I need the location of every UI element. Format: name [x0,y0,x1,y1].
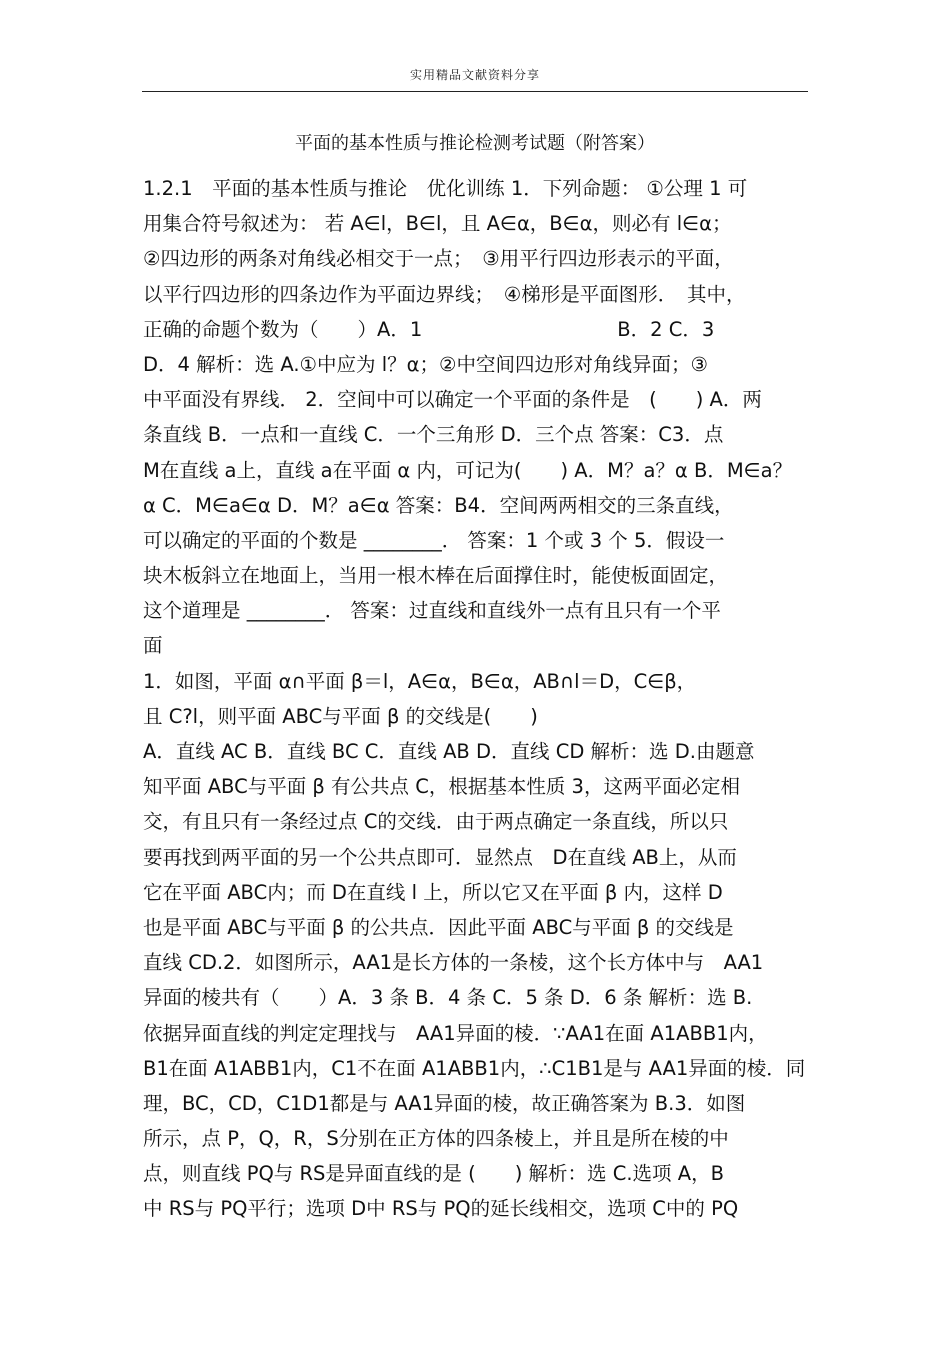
body-line: 以平行四边形的四条边作为平面边界线； ④梯形是平面图形． 其中， [143,282,746,306]
body-line: 面 [143,634,163,658]
body-line: 知平面 ABC与平面 β 有公共点 C，根据基本性质 3，这两平面必定相 [143,775,740,799]
body-line: M在直线 a上，直线 a在平面 α 内，可记为( ) A．M？a？α B．M∈a？ [143,458,793,482]
body-line: 中 RS与 PQ平行；选项 D中 RS与 PQ的延长线相交，选项 C中的 PQ [143,1197,739,1221]
body-line: 1．如图，平面 α∩平面 β＝l，A∈α，B∈α，AB∩l＝D，C∈β， [143,669,697,693]
body-line: ②四边形的两条对角线必相交于一点； ③用平行四边形表示的平面， [143,247,734,271]
body-line: 理，BC，CD，C1D1都是与 AA1异面的棱，故正确答案为 B.3．如图 [143,1091,746,1115]
body-line: 可以确定的平面的个数是 ________． 答案：1 个或 3 个 5．假设一 [143,528,725,552]
body-line: 它在平面 ABC内；而 D在直线 l 上，所以它又在平面 β 内，这样 D [143,880,723,904]
body-line: 直线 CD.2．如图所示，AA1是长方体的一条棱，这个长方体中与 AA1 [143,951,764,975]
body-line: α C．M∈a∈α D．M？a∈α 答案：B4．空间两两相交的三条直线， [143,493,734,517]
body-line: 这个道理是 ________． 答案：过直线和直线外一点有且只有一个平 [143,599,721,623]
body-line: 也是平面 ABC与平面 β 的公共点．因此平面 ABC与平面 β 的交线是 [143,915,734,939]
body-line: 依据异面直线的判定定理找与 AA1异面的棱．∵AA1在面 A1ABB1内， [143,1021,768,1045]
body-line: D．4 解析：选 A.①中应为 l？α；②中空间四边形对角线异面；③ [143,352,708,376]
body-line: A．直线 AC B．直线 BC C．直线 AB D．直线 CD 解析：选 D.由题意 [143,740,755,763]
document-title: 平面的基本性质与推论检测考试题（附答案） [295,133,655,154]
body-line: 点，则直线 PQ与 RS是异面直线的是 ( ) 解析：选 C.选项 A，B [143,1162,724,1186]
body-line: B1在面 A1ABB1内，C1不在面 A1ABB1内，∴C1B1是与 AA1异面的棱．同 [143,1056,806,1080]
body-line: 要再找到两平面的另一个公共点即可．显然点 D在直线 AB上，从而 [143,845,737,869]
body-line: 交，有且只有一条经过点 C的交线．由于两点确定一条直线，所以只 [143,810,729,834]
page-header: 实用精品文献资料分享 [409,68,540,82]
body-line: 所示，点 P，Q，R，S分别在正方体的四条棱上，并且是所在棱的中 [143,1127,729,1151]
body-line: 1.2.1 平面的基本性质与推论 优化训练 1．下列命题： ①公理 1 可 [143,177,748,200]
body-line: 用集合符号叙述为： 若 A∈l，B∈l，且 A∈α，B∈α，则必有 l∈α； [143,212,732,236]
body-line: 且 C?l，则平面 ABC与平面 β 的交线是( ) [143,704,538,728]
body-line: 正确的命题个数为（ ）A．1 B．2 C．3 [143,317,715,341]
document-body [143,171,823,1227]
body-line: 块木板斜立在地面上，当用一根木棒在后面撑住时，能使板面固定， [143,564,729,588]
body-line: 异面的棱共有（ ）A．3 条 B．4 条 C．5 条 D．6 条 解析：选 B. [143,986,753,1010]
body-line: 中平面没有界线． 2．空间中可以确定一个平面的条件是 ( ) A．两 [143,388,762,412]
body-line: 条直线 B．一点和一直线 C．一个三角形 D．三个点 答案：C3．点 [143,423,724,447]
header-divider [142,91,808,92]
